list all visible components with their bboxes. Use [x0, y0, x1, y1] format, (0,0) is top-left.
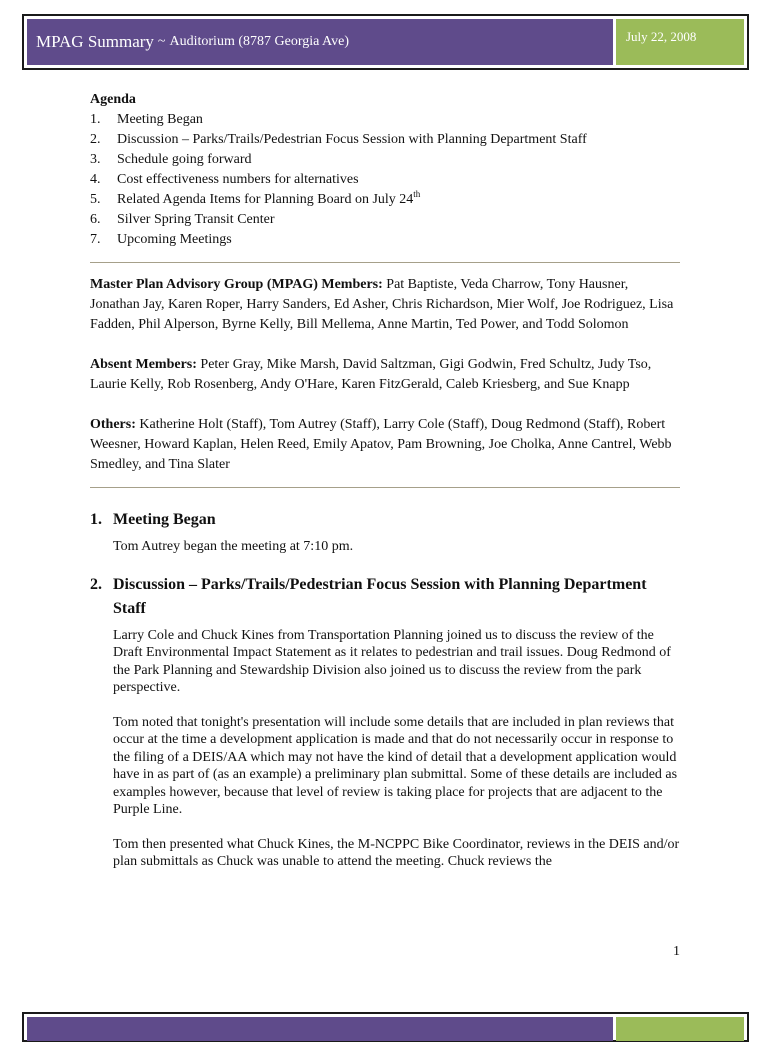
next-page-title-bar [27, 1017, 613, 1041]
agenda-item [90, 150, 680, 170]
ordinal-suffix: th [413, 189, 421, 199]
agenda-list [90, 110, 680, 250]
agenda-item-text: Meeting Began [117, 112, 203, 127]
header-separator: ~ [157, 34, 166, 49]
section-paragraph: Tom noted that tonight's presentation will include some details that are included in plan reviews that occur at the time a development application is made and that do not necessarily occur in response to the filing of a DEIS/AA which may not have the kind of detail that a development application would have in as part of (as an example) a preliminary plan submittal. Some of these details are included as examples however, because that level of review is taking place for projects that are adjacent to the Purple Line. [113, 714, 678, 817]
agenda-item-number: 2. [90, 132, 101, 147]
header-title: MPAG Summary [36, 32, 154, 51]
page-number: 1 [673, 944, 680, 959]
section-paragraph: Larry Cole and Chuck Kines from Transportation Planning joined us to discuss the review of the Draft Environmental Impact Statement as it relates to pedestrian and trail issues. Doug Redmond of the Park Planning and Stewardship Division also joined us to discuss the review from the park perspective. [113, 627, 671, 695]
absent-label: Absent Members: [90, 357, 197, 372]
agenda-item-text: Discussion – Parks/Trails/Pedestrian Focus Session with Planning Department Staff [117, 132, 587, 147]
header-subtitle: Auditorium (8787 Georgia Ave) [169, 34, 350, 49]
members-paragraph [90, 275, 680, 335]
others-paragraph [90, 415, 680, 475]
agenda-item [90, 210, 680, 230]
document-body [90, 90, 680, 888]
members-label: Master Plan Advisory Group (MPAG) Members: [90, 277, 383, 292]
section-body [113, 627, 680, 871]
agenda-item-text: Related Agenda Items for Planning Board on July 24 [117, 192, 414, 207]
section-number: 1. [90, 511, 102, 528]
absent-paragraph [90, 355, 680, 395]
agenda-item-number: 4. [90, 172, 101, 187]
agenda-item [90, 230, 680, 250]
agenda-item-text: Silver Spring Transit Center [117, 212, 275, 227]
agenda-item [90, 130, 680, 150]
agenda-heading: Agenda [90, 92, 136, 107]
section-paragraph: Tom Autrey began the meeting at 7:10 pm. [113, 539, 354, 554]
section-body [113, 538, 680, 556]
page-header [22, 14, 749, 70]
section-title: Meeting Began [113, 511, 216, 528]
others-label: Others: [90, 417, 136, 432]
agenda-item-number: 5. [90, 192, 101, 207]
members-names: Pat Baptiste, Veda Charrow, Tony Hausner, Jonathan Jay, Karen Roper, Harry Sanders, Ed Asher, Chris Richardson, Mier Wolf, Joe Rodriguez, Lisa Fadden, Phil Alperson, Byrne Kelly, Bill Mellema, Anne Martin, Ted Power, and Todd Solomon [90, 277, 674, 332]
agenda-item-number: 1. [90, 112, 101, 127]
next-page-header [22, 1012, 749, 1042]
next-page-date-bar [616, 1017, 744, 1041]
agenda-item [90, 190, 680, 210]
agenda-item-text-wrap [117, 190, 420, 210]
agenda-item-text: Cost effectiveness numbers for alternatives [117, 172, 359, 187]
agenda-item-number: 6. [90, 212, 101, 227]
agenda-item-number: 7. [90, 232, 101, 247]
absent-names: Peter Gray, Mike Marsh, David Saltzman, Gigi Godwin, Fred Schultz, Judy Tso, Laurie Kelly, Rob Rosenberg, Andy O'Hare, Karen FitzGerald, Caleb Kriesberg, and Sue Knapp [90, 357, 652, 392]
agenda-item-text: Schedule going forward [117, 152, 252, 167]
agenda-item [90, 170, 680, 190]
section-heading [90, 573, 680, 621]
section-meeting-began [90, 508, 680, 556]
divider [90, 262, 680, 263]
header-title-bar [27, 19, 613, 65]
agenda-item-text: Upcoming Meetings [117, 232, 232, 247]
section-title: Discussion – Parks/Trails/Pedestrian Focus Session with Planning Department Staff [113, 575, 647, 617]
header-date: July 22, 2008 [616, 19, 744, 65]
agenda-item-number: 3. [90, 152, 101, 167]
others-names: Katherine Holt (Staff), Tom Autrey (Staff), Larry Cole (Staff), Doug Redmond (Staff), Robert Weesner, Howard Kaplan, Helen Reed, Emily Apatov, Pam Browning, Joe Cholka, Anne Cantrel, Webb Smedley, and Tina Slater [90, 417, 672, 472]
section-number: 2. [90, 575, 102, 593]
section-heading [90, 508, 680, 532]
section-paragraph: Tom then presented what Chuck Kines, the M-NCPPC Bike Coordinator, reviews in the DEIS and/or plan submittals as Chuck was unable to attend the meeting. Chuck reviews the [113, 836, 680, 869]
divider [90, 487, 680, 488]
section-discussion [90, 573, 680, 871]
agenda-item [90, 110, 680, 130]
